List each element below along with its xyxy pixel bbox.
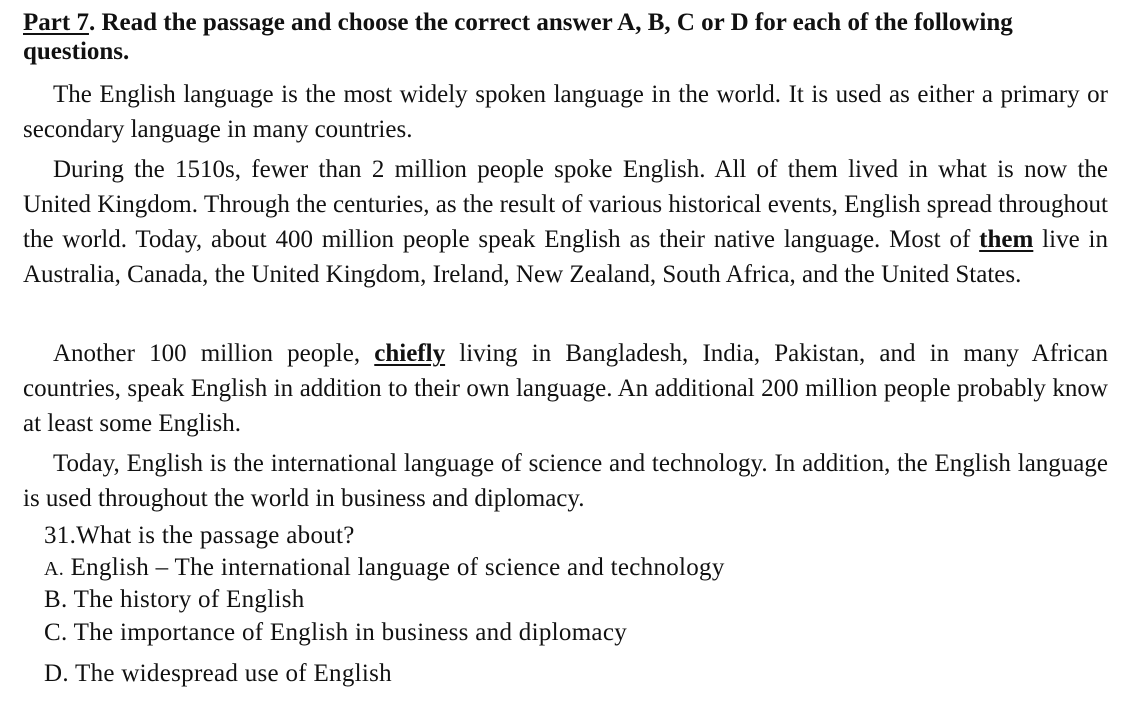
part-label: Part 7 (23, 9, 89, 36)
answer-option-a[interactable] (44, 552, 725, 585)
paragraph-3-text-after: living in Bangladesh, India, Pakistan, and in many African countries, speak English in addition to their own language. An additional 200 million people probably know at least some English. (23, 340, 1108, 437)
option-letter: D. (44, 660, 69, 687)
option-text: The widespread use of English (75, 660, 392, 687)
question-31 (44, 520, 355, 552)
option-letter: A. (44, 558, 65, 580)
passage-paragraph-3 (23, 336, 1108, 441)
option-text: The history of English (73, 586, 305, 613)
answer-option-d[interactable] (44, 658, 392, 690)
passage-paragraph-1: The English language is the most widely spoken language in the world. It is used as either a primary or secondary language in many countries. (23, 81, 1108, 143)
option-letter: B. (44, 586, 68, 613)
question-number: 31. (44, 522, 77, 549)
paragraph-2-text-after: live in Australia, Canada, the United Kingdom, Ireland, New Zealand, South Africa, and the United States. (23, 226, 1108, 288)
paragraph-3-text-before: Another 100 million people, (53, 340, 375, 367)
option-text: The importance of English in business and diplomacy (73, 619, 628, 646)
question-text: What is the passage about? (76, 522, 355, 549)
underlined-word-them: them (979, 226, 1034, 253)
answer-option-b[interactable] (44, 584, 305, 616)
passage-paragraph-4: Today, English is the international language of science and technology. In addition, the English language is used throughout the world in business and diplomacy. (23, 450, 1108, 512)
underlined-word-chiefly: chiefly (374, 340, 446, 367)
paragraph-2-text-before: During the 1510s, fewer than 2 million people spoke English. All of them lived in what is now the United Kingdom. Through the centuries, as the result of various historical events, English spread throughout the world. Today, about 400 million people speak English as their native language. Most of (23, 156, 1108, 253)
option-letter: C. (44, 619, 68, 646)
passage-paragraph-2 (23, 152, 1108, 292)
answer-option-c[interactable] (44, 617, 627, 649)
part-heading (23, 8, 1123, 66)
part-instruction: . Read the passage and choose the correct answer A, B, C or D for each of the following questions. (23, 9, 1013, 65)
option-text: English – The international language of science and technology (70, 554, 725, 581)
